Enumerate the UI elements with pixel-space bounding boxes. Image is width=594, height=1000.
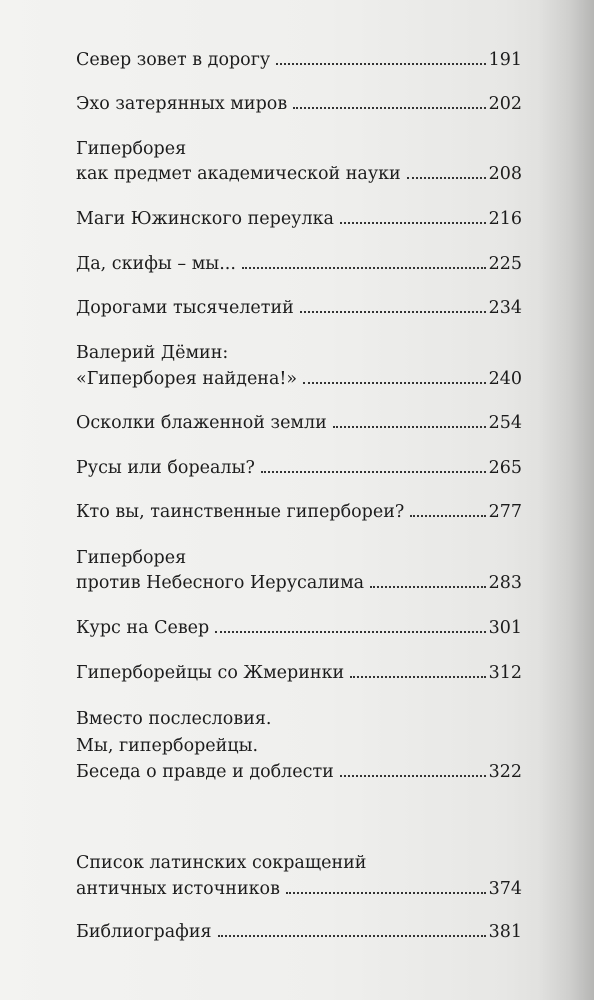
toc-entry [76, 139, 522, 189]
toc-entry [76, 618, 522, 642]
toc-entry [76, 50, 522, 74]
leader-dots [407, 177, 486, 179]
toc-entry [76, 709, 522, 785]
leader-dots [333, 426, 486, 428]
toc-entry-title: Гиперборейцы со Жмеринки [76, 663, 345, 683]
toc-entry-title: Кто вы, таинственные гипербореи? [76, 502, 405, 522]
toc-page-number: 208 [488, 164, 522, 184]
toc-entry-title: античных источников [76, 879, 280, 899]
toc-page-number: 322 [488, 762, 522, 782]
toc-entry-title: «Гиперборея найдена!» [76, 369, 298, 389]
toc-entry-title-line: Мы, гиперборейцы. [76, 736, 259, 756]
toc-entry-title: Русы или бореалы? [76, 458, 255, 478]
leader-dots [276, 63, 485, 65]
leader-dots [293, 107, 485, 109]
toc-entry-title: Дорогами тысячелетий [76, 298, 294, 318]
toc-entry [76, 502, 522, 526]
toc-entry-title-line: Гиперборея [76, 548, 187, 568]
toc-page-number: 202 [488, 94, 522, 114]
toc-entry [76, 548, 522, 598]
toc-entry-title-line: Список латинских сокращений [76, 853, 367, 873]
spine-shadow [539, 0, 594, 1000]
toc-entry-title: Осколки блаженной земли [76, 413, 327, 433]
toc-entry-title-line: Валерий Дёмин: [76, 343, 229, 363]
leader-dots [370, 586, 485, 588]
toc-entry [76, 458, 522, 482]
toc-page-number: 277 [488, 502, 522, 522]
toc-entry [76, 94, 522, 118]
toc-entry [76, 663, 522, 687]
toc-page-number: 283 [488, 573, 522, 593]
toc-entry-title: Эхо затерянных миров [76, 94, 288, 114]
toc-page-number: 234 [488, 298, 522, 318]
leader-dots [303, 382, 485, 384]
leader-dots [286, 892, 486, 894]
toc-page-number: 301 [488, 618, 522, 638]
toc-entry-title-line: Вместо послесловия. [76, 709, 272, 729]
leader-dots [340, 222, 486, 224]
toc-entry [76, 254, 522, 278]
toc-page-number: 312 [488, 663, 522, 683]
toc-page-number: 381 [488, 922, 522, 942]
leader-dots [340, 775, 486, 777]
toc-entry-title: как предмет академической науки [76, 164, 401, 184]
toc-entry-title: против Небесного Иерусалима [76, 573, 365, 593]
leader-dots [350, 676, 485, 678]
leader-dots [215, 631, 485, 633]
toc-page-number: 225 [488, 254, 522, 274]
toc-page-number: 216 [488, 209, 522, 229]
toc-entry [76, 209, 522, 233]
toc-entry-title-line: Гиперборея [76, 139, 187, 159]
toc-entry-title: Север зовет в дорогу [76, 50, 271, 70]
leader-dots [300, 311, 486, 313]
toc-page-number: 374 [488, 879, 522, 899]
toc-entry [76, 853, 522, 903]
toc-page-number: 191 [488, 50, 522, 70]
toc-page-number: 254 [488, 413, 522, 433]
toc-entry-title: Да, скифы – мы... [76, 254, 236, 274]
leader-dots [261, 471, 486, 473]
leader-dots [242, 267, 486, 269]
toc-page-number: 240 [488, 369, 522, 389]
toc-entry [76, 343, 522, 393]
toc-entry-title: Курс на Север [76, 618, 210, 638]
toc-entry-title: Беседа о правде и доблести [76, 762, 334, 782]
leader-dots [218, 935, 486, 937]
leader-dots [410, 515, 485, 517]
toc-entry [76, 298, 522, 322]
toc-entry [76, 413, 522, 437]
toc-entry-title: Библиография [76, 922, 212, 942]
toc-page-number: 265 [488, 458, 522, 478]
toc-entry [76, 922, 522, 946]
toc-entry-title: Маги Южинского переулка [76, 209, 334, 229]
